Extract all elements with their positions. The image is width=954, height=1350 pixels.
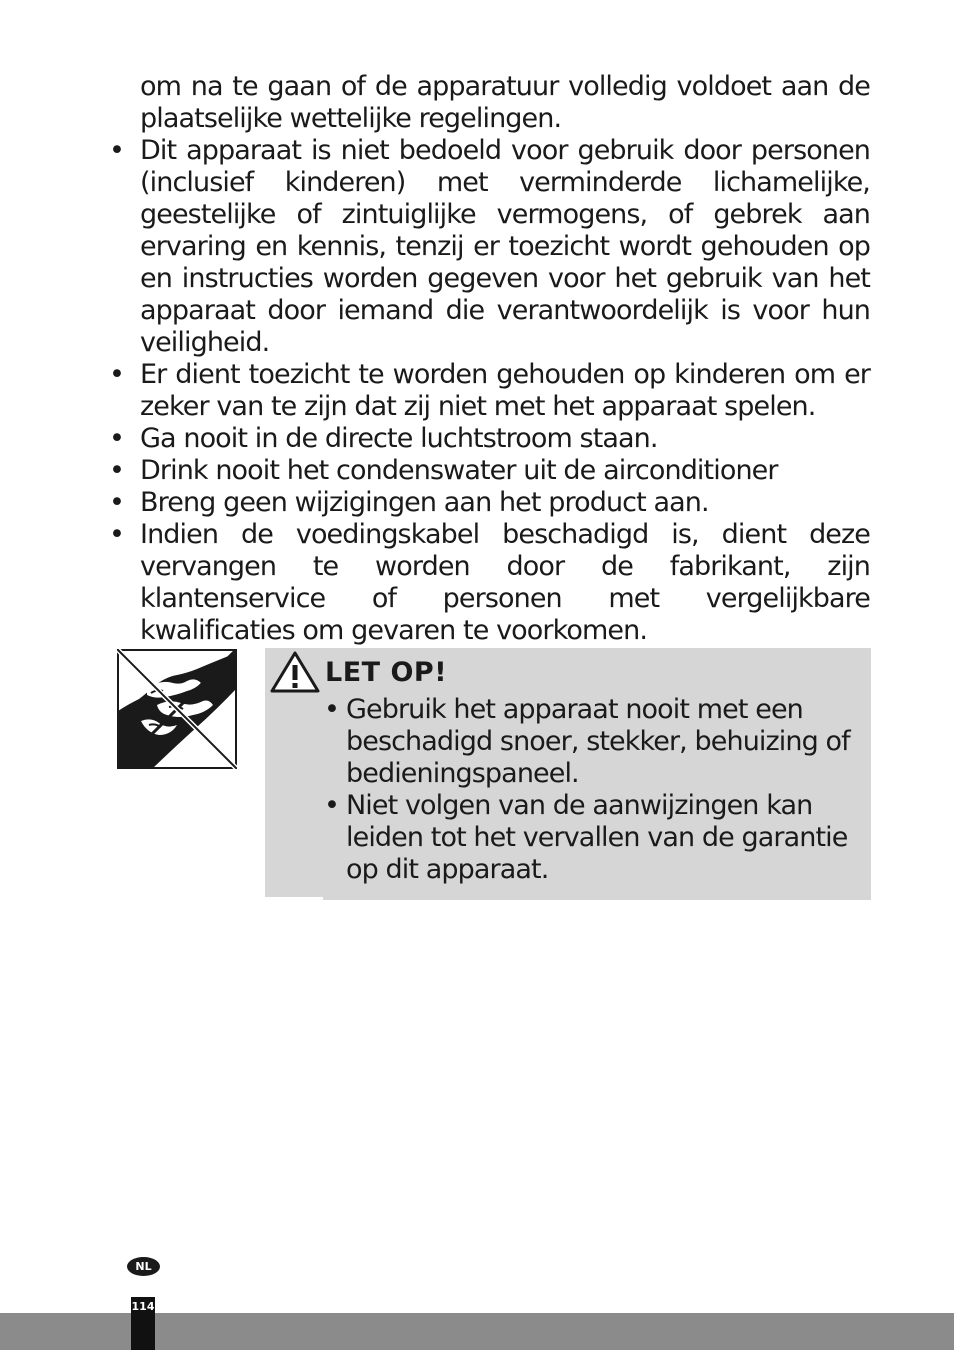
list-item	[109, 455, 870, 487]
bullet-marker: •	[109, 359, 125, 390]
list-item-text: Ga nooit in de directe luchtstroom staan.	[140, 423, 658, 454]
list-item-text: Er dient toezicht te worden gehouden op kinderen om er zeker van te zijn dat zij niet met het apparaat spelen.	[140, 359, 870, 422]
list-item	[324, 694, 861, 790]
bullet-marker: •	[109, 519, 125, 550]
no-damaged-cord-icon	[117, 649, 237, 769]
bullet-marker: •	[324, 790, 340, 821]
page-number: 114	[131, 1300, 155, 1313]
bullet-marker: •	[109, 455, 125, 486]
continuation-paragraph: om na te gaan of de apparatuur volledig voldoet aan de plaatselijke wettelijke regelingen.	[140, 71, 870, 134]
warning-heading	[270, 652, 447, 692]
bullet-marker: •	[109, 135, 125, 166]
list-item	[109, 423, 870, 455]
list-item	[324, 790, 861, 886]
safety-instructions-list	[109, 71, 870, 647]
list-item-text: Niet volgen van de aanwijzingen kan leiden tot het vervallen van de garantie op dit apparaat.	[346, 790, 848, 885]
list-item	[109, 135, 870, 359]
list-item-text: Gebruik het apparaat nooit met een beschadigd snoer, stekker, behuizing of bedieningspaneel.	[346, 694, 850, 789]
bullet-marker: •	[324, 694, 340, 725]
bullet-marker: •	[109, 423, 125, 454]
warning-triangle-icon	[270, 651, 320, 693]
list-item	[109, 519, 870, 647]
list-item-text: Indien de voedingskabel beschadigd is, dient deze vervangen te worden door de fabrikant, zijn klantenservice of personen met vergelijkbare kwalificaties om gevaren te voorkomen.	[140, 519, 870, 646]
list-item-text: Breng geen wijzigingen aan het product aan.	[140, 487, 709, 518]
language-badge: NL	[127, 1257, 160, 1276]
list-item	[109, 487, 870, 519]
list-item	[109, 359, 870, 423]
warning-list	[324, 694, 861, 886]
list-item-text: Drink nooit het condenswater uit de airconditioner	[140, 455, 778, 486]
warning-title: LET OP!	[325, 656, 448, 688]
bullet-marker: •	[109, 487, 125, 518]
list-item-text: Dit apparaat is niet bedoeld voor gebruik door personen (inclusief kinderen) met verminderde lichamelijke, geestelijke of zintuiglijke vermogens, of gebrek aan ervaring en kennis, tenzij er toezicht wordt gehouden op en instructies worden gegeven voor het gebruik van het apparaat door iemand die verantwoordelijk is voor hun veiligheid.	[140, 135, 870, 358]
warning-box-notch	[265, 897, 323, 901]
